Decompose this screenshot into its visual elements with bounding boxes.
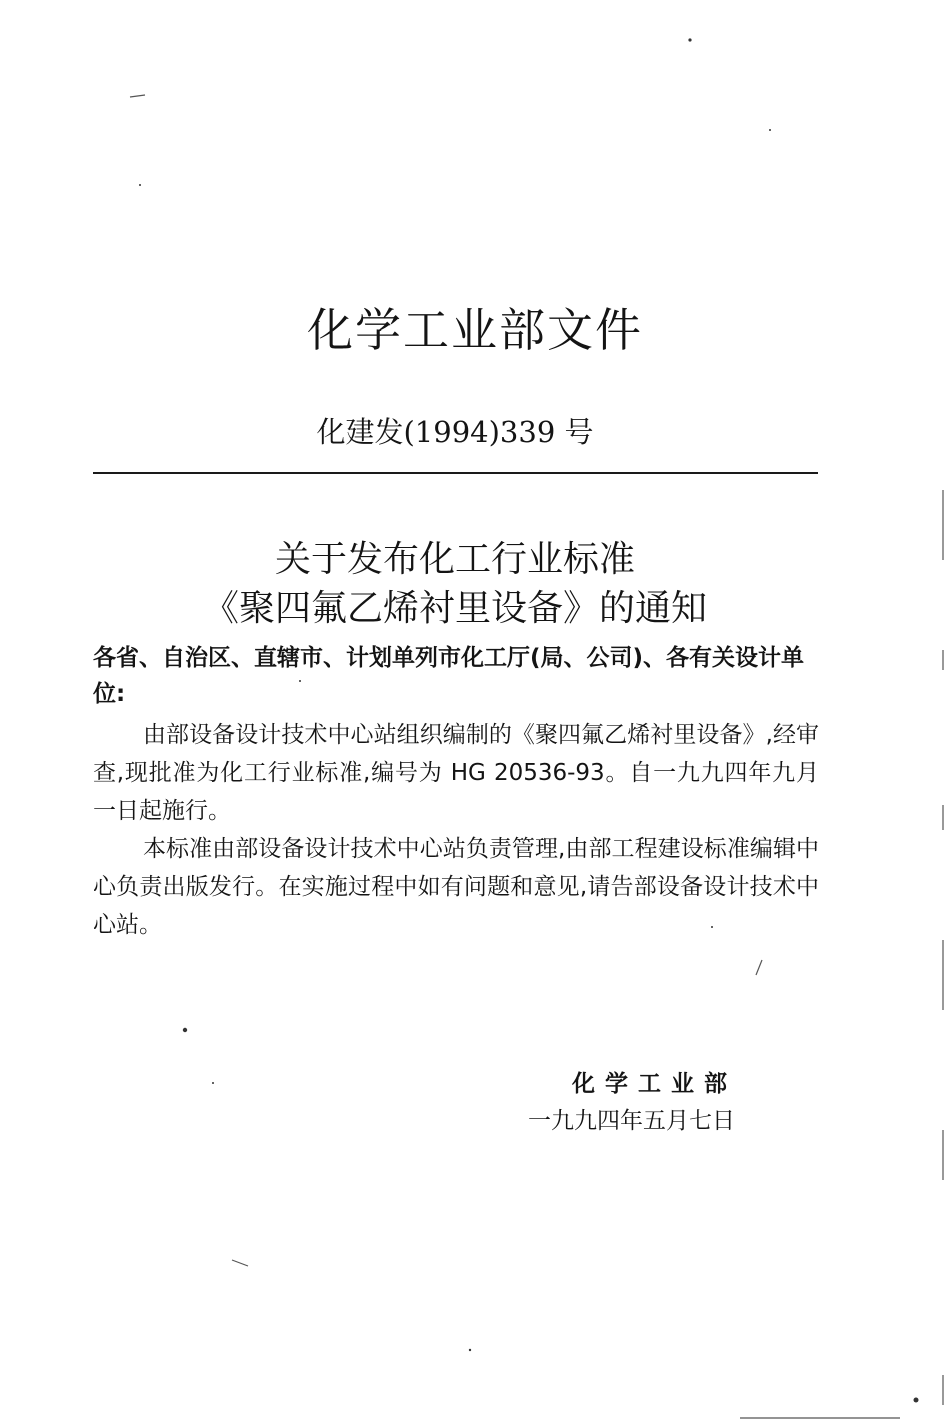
signer: 化学工业部 xyxy=(572,1071,737,1097)
header-rule xyxy=(93,472,818,474)
document-number: 化建发(1994)339 号 xyxy=(316,415,594,449)
body-paragraph-2: 本标准由部设备设计技术中心站负责管理,由部工程建设标准编辑中心负责出版发行。在实施过程中如有问题和意见,请告部设备设计技术中心站。 xyxy=(93,836,819,938)
issue-date: 一九九四年五月七日 xyxy=(528,1108,735,1134)
body-paragraph-1: 由部设备设计技术中心站组织编制的《聚四氟乙烯衬里设备》,经审查,现批准为化工行业标准,编号为 HG 20536-93。自一九九四年九月一日起施行。 xyxy=(93,722,819,824)
document-header: 化学工业部文件 xyxy=(307,303,643,357)
notice-title-line-1: 关于发布化工行业标准 xyxy=(274,539,635,580)
notice-title-line-2: 《聚四氟乙烯衬里设备》的通知 xyxy=(202,588,707,629)
addressee: 各省、自治区、直辖市、计划单列市化工厅(局、公司)、各有关设计单位: xyxy=(93,645,805,707)
